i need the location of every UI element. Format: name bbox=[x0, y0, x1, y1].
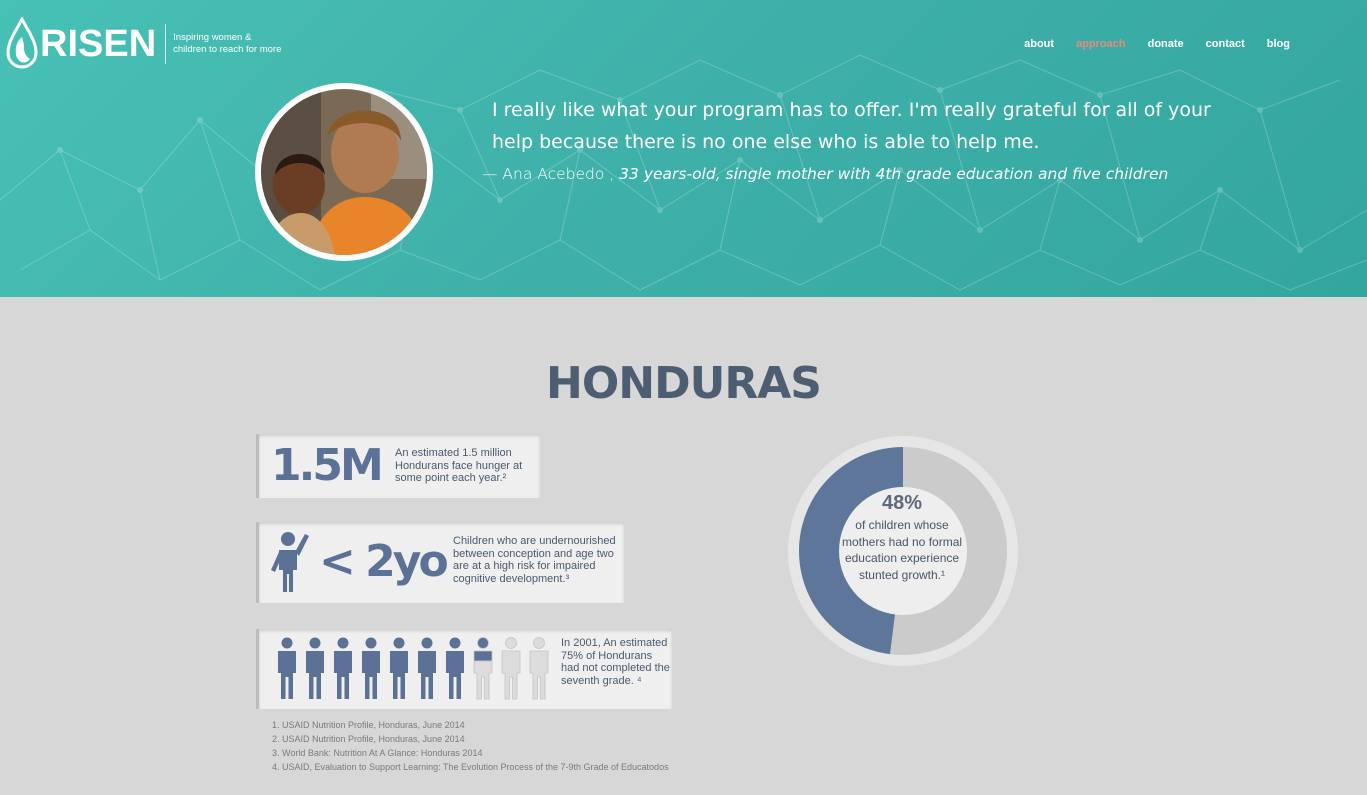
drop-face-icon bbox=[6, 17, 38, 71]
footnote-item: 4. USAID, Evaluation to Support Learning: The Evolution Process of the 7-9th Grade of Educatodos bbox=[272, 762, 669, 772]
nav-donate[interactable]: donate bbox=[1147, 38, 1184, 50]
logo-tagline: Inspiring women & children to reach for more bbox=[173, 32, 282, 55]
testimonial-quote: I really like what your program has to offer. I'm really grateful for all of your help because there is no one else who is able to help me. bbox=[492, 99, 1211, 153]
nav-contact[interactable]: contact bbox=[1205, 38, 1245, 50]
hero-banner bbox=[0, 0, 1367, 297]
risen-logo[interactable] bbox=[6, 16, 285, 72]
stat-big-number: < 2yo bbox=[319, 536, 446, 587]
donut-description: of children whose mothers had no formal education experience stunted growth.¹ bbox=[841, 518, 963, 582]
nav-blog[interactable]: blog bbox=[1266, 38, 1290, 50]
nav-approach[interactable]: approach bbox=[1076, 38, 1126, 50]
stat-card-hunger bbox=[256, 434, 540, 498]
person-icon bbox=[275, 637, 299, 701]
person-icon bbox=[387, 637, 411, 701]
person-icon bbox=[415, 637, 439, 701]
logo-wordmark: RISEN bbox=[40, 23, 157, 65]
logo-divider bbox=[165, 24, 166, 64]
citation-name: — Ana Acebedo , bbox=[482, 165, 615, 183]
stat-description: Children who are undernourished between conception and age two are at a high risk for impaired cognitive development.³ bbox=[453, 535, 616, 585]
person-icon bbox=[499, 637, 523, 701]
people-icon-row bbox=[275, 637, 551, 701]
footnote-item: 1. USAID Nutrition Profile, Honduras, June 2014 bbox=[272, 720, 465, 730]
donut-percentage: 48% bbox=[881, 492, 923, 514]
donut-label bbox=[838, 492, 966, 583]
person-icon bbox=[527, 637, 551, 701]
testimonial-citation bbox=[482, 165, 1168, 183]
stat-description: An estimated 1.5 million Hondurans face hunger at some point each year.² bbox=[395, 447, 523, 484]
stat-big-number: 1.5M bbox=[271, 440, 381, 491]
person-icon bbox=[471, 637, 495, 701]
portrait-photo bbox=[261, 89, 427, 255]
person-icon bbox=[331, 637, 355, 701]
stat-description: In 2001, An estimated 75% of Hondurans had not completed the seventh grade. ⁴ bbox=[561, 637, 670, 687]
footnote-item: 2. USAID Nutrition Profile, Honduras, June 2014 bbox=[272, 734, 465, 744]
person-icon bbox=[359, 637, 383, 701]
stat-card-under-two bbox=[256, 522, 624, 603]
citation-detail: 33 years-old, single mother with 4th grade education and five children bbox=[619, 165, 1169, 183]
section-title: HONDURAS bbox=[546, 358, 821, 409]
person-icon bbox=[303, 637, 327, 701]
footnote-item: 3. World Bank: Nutrition At A Glance: Honduras 2014 bbox=[272, 748, 483, 758]
person-icon bbox=[443, 637, 467, 701]
stat-card-education bbox=[256, 629, 672, 709]
nav-about[interactable]: about bbox=[1024, 38, 1055, 50]
child-waving-icon bbox=[269, 528, 313, 594]
main-nav bbox=[1002, 38, 1290, 50]
footnotes-list bbox=[272, 718, 669, 774]
testimonial-portrait bbox=[255, 83, 433, 261]
